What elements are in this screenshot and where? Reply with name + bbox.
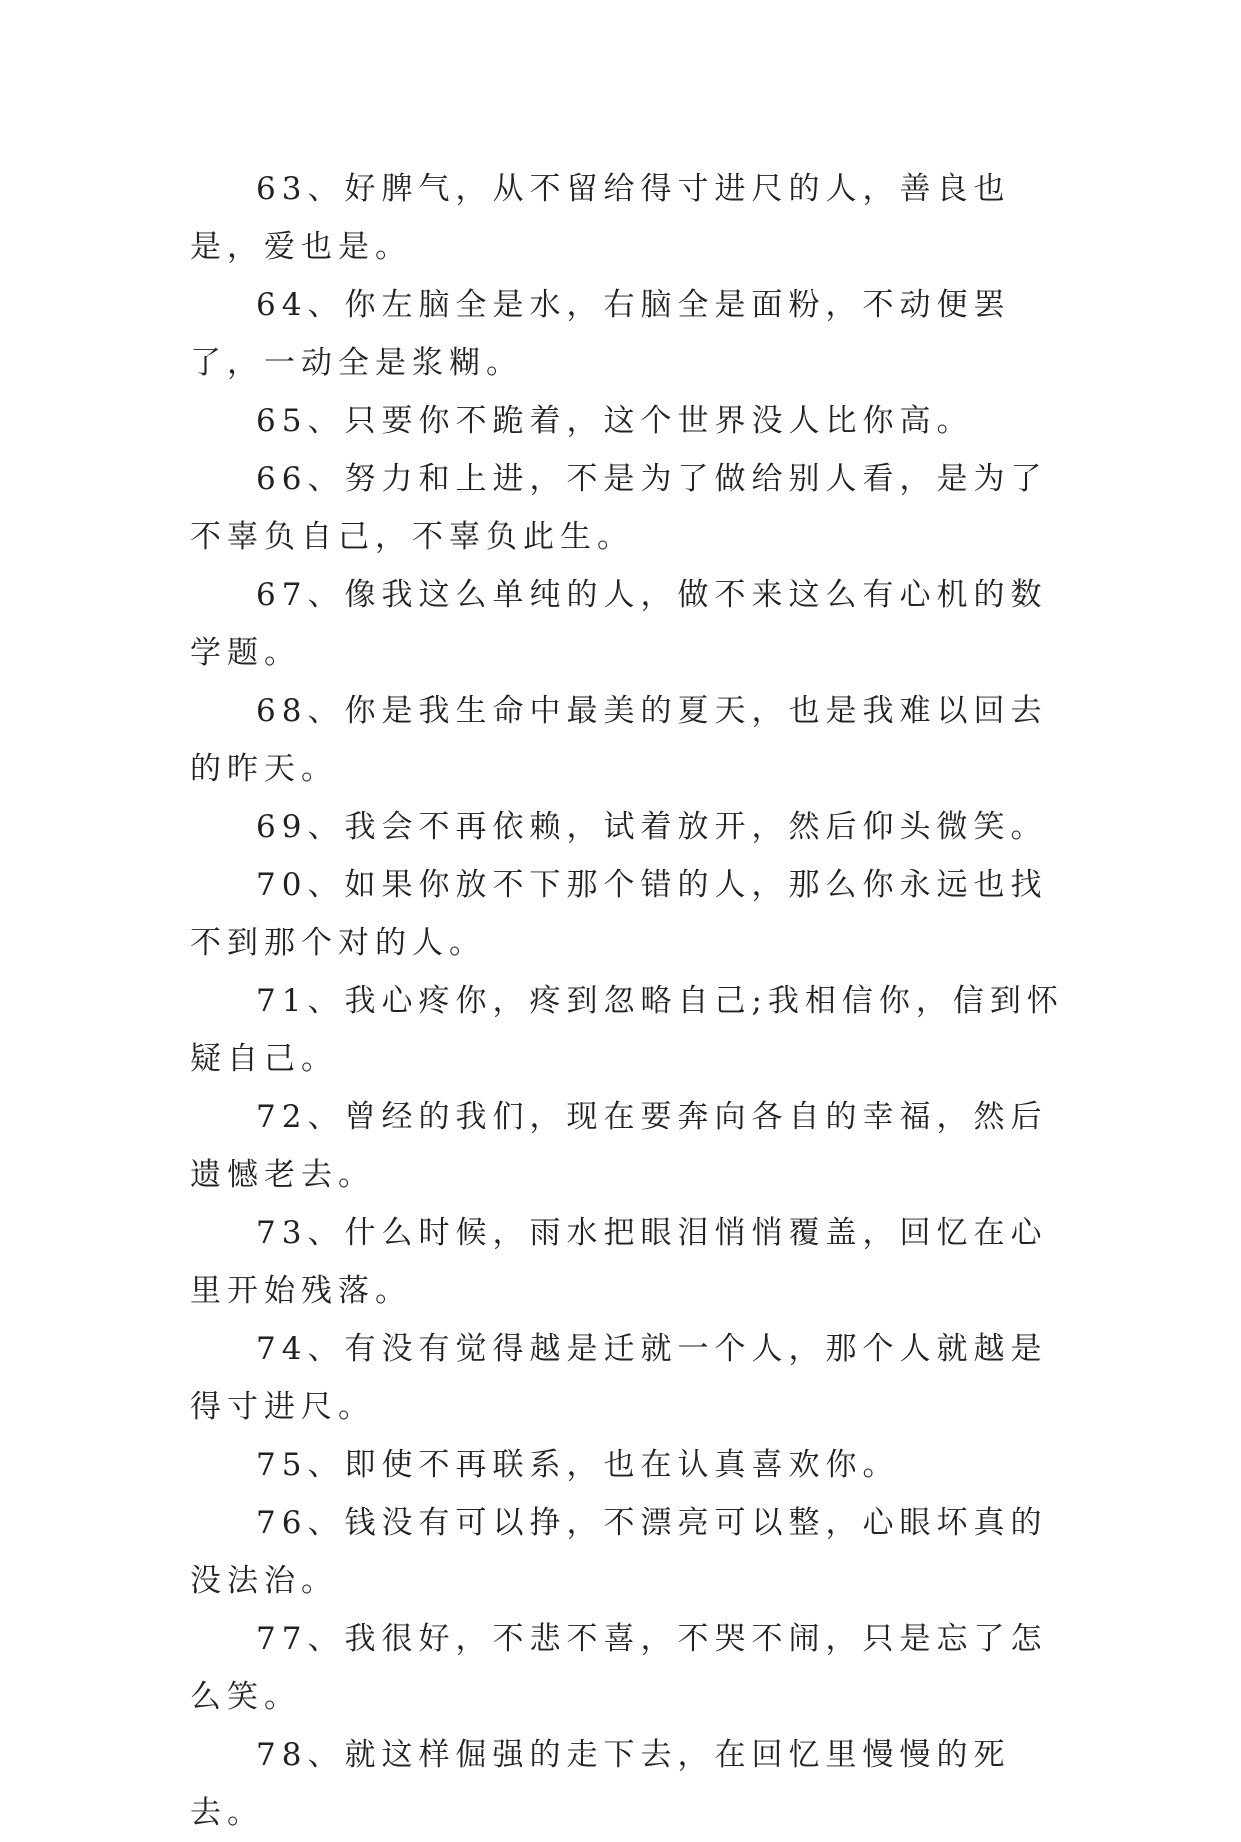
paragraph-78: 78、就这样倔强的走下去，在回忆里慢慢的死去。 xyxy=(190,1737,1011,1831)
paragraph-66: 66、努力和上进，不是为了做给别人看，是为了不辜负自己，不辜负此生。 xyxy=(190,461,1048,555)
paragraph-68: 68、你是我生命中最美的夏天，也是我难以回去的昨天。 xyxy=(190,693,1048,787)
paragraph-71: 71、我心疼你，疼到忽略自己;我相信你，信到怀疑自己。 xyxy=(190,983,1064,1077)
paragraph-69: 69、我会不再依赖，试着放开，然后仰头微笑。 xyxy=(256,809,1048,845)
paragraph-77: 77、我很好，不悲不喜，不哭不闹，只是忘了怎么笑。 xyxy=(190,1621,1048,1715)
paragraph-65: 65、只要你不跪着，这个世界没人比你高。 xyxy=(256,403,974,439)
paragraph-73: 73、什么时候，雨水把眼泪悄悄覆盖，回忆在心里开始残落。 xyxy=(190,1215,1048,1309)
paragraph-74: 74、有没有觉得越是迁就一个人，那个人就越是得寸进尺。 xyxy=(190,1331,1048,1425)
paragraph-70: 70、如果你放不下那个错的人，那么你永远也找不到那个对的人。 xyxy=(190,867,1048,961)
paragraph-75: 75、即使不再联系，也在认真喜欢你。 xyxy=(256,1447,900,1483)
paragraph-76: 76、钱没有可以挣，不漂亮可以整，心眼坏真的没法治。 xyxy=(190,1505,1048,1599)
paragraph-list xyxy=(190,160,1070,1842)
paragraph-67: 67、像我这么单纯的人，做不来这么有心机的数学题。 xyxy=(190,577,1048,671)
paragraph-72: 72、曾经的我们，现在要奔向各自的幸福，然后遗憾老去。 xyxy=(190,1099,1048,1193)
paragraph-63: 63、好脾气，从不留给得寸进尺的人，善良也是，爱也是。 xyxy=(190,171,1011,265)
paragraph-64: 64、你左脑全是水，右脑全是面粉，不动便罢了，一动全是浆糊。 xyxy=(190,287,1011,381)
